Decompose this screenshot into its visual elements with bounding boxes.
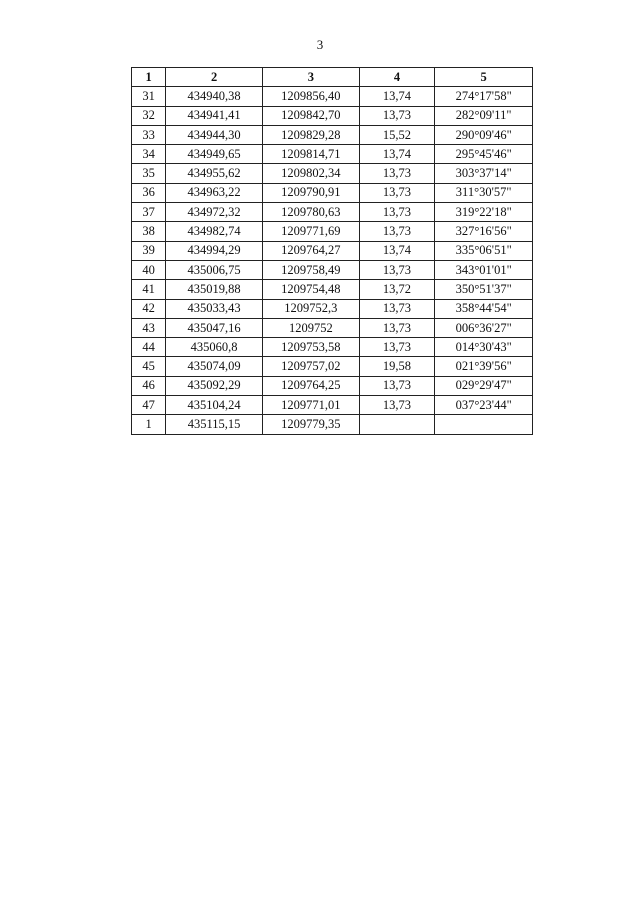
cell-length: 13,74 xyxy=(359,145,435,164)
cell-length: 15,52 xyxy=(359,125,435,144)
column-header-y: 3 xyxy=(262,68,359,87)
table-row xyxy=(132,183,533,202)
cell-bearing: 274°17'58" xyxy=(435,87,533,106)
cell-x: 435019,88 xyxy=(166,280,263,299)
cell-bearing: 014°30'43" xyxy=(435,338,533,357)
table-row xyxy=(132,376,533,395)
cell-bearing: 327°16'56" xyxy=(435,222,533,241)
cell-length: 13,73 xyxy=(359,376,435,395)
table-body xyxy=(132,87,533,434)
cell-length: 19,58 xyxy=(359,357,435,376)
cell-x: 435006,75 xyxy=(166,260,263,279)
table-row xyxy=(132,318,533,337)
cell-length: 13,73 xyxy=(359,164,435,183)
cell-y: 1209790,91 xyxy=(262,183,359,202)
cell-y: 1209829,28 xyxy=(262,125,359,144)
cell-length: 13,73 xyxy=(359,338,435,357)
table-row xyxy=(132,145,533,164)
table-row xyxy=(132,338,533,357)
cell-x: 434982,74 xyxy=(166,222,263,241)
cell-bearing: 350°51'37" xyxy=(435,280,533,299)
cell-point: 43 xyxy=(132,318,166,337)
cell-point: 47 xyxy=(132,396,166,415)
cell-point: 46 xyxy=(132,376,166,395)
cell-bearing: 282°09'11" xyxy=(435,106,533,125)
cell-bearing: 319°22'18" xyxy=(435,203,533,222)
cell-point: 1 xyxy=(132,415,166,434)
cell-length: 13,73 xyxy=(359,318,435,337)
cell-length: 13,73 xyxy=(359,183,435,202)
cell-x: 434955,62 xyxy=(166,164,263,183)
cell-point: 32 xyxy=(132,106,166,125)
cell-length: 13,73 xyxy=(359,106,435,125)
cell-length: 13,74 xyxy=(359,87,435,106)
cell-point: 36 xyxy=(132,183,166,202)
cell-length: 13,73 xyxy=(359,260,435,279)
cell-x: 434949,65 xyxy=(166,145,263,164)
cell-length: 13,74 xyxy=(359,241,435,260)
table-row xyxy=(132,87,533,106)
table-row xyxy=(132,125,533,144)
cell-y: 1209842,70 xyxy=(262,106,359,125)
cell-bearing xyxy=(435,415,533,434)
cell-length: 13,73 xyxy=(359,222,435,241)
cell-x: 435104,24 xyxy=(166,396,263,415)
column-header-bearing: 5 xyxy=(435,68,533,87)
column-header-length: 4 xyxy=(359,68,435,87)
table-row xyxy=(132,164,533,183)
cell-y: 1209814,71 xyxy=(262,145,359,164)
table-row xyxy=(132,203,533,222)
cell-y: 1209752 xyxy=(262,318,359,337)
cell-point: 35 xyxy=(132,164,166,183)
cell-bearing: 290°09'46" xyxy=(435,125,533,144)
cell-x: 434944,30 xyxy=(166,125,263,144)
cell-y: 1209757,02 xyxy=(262,357,359,376)
page-number: 3 xyxy=(316,37,324,52)
cell-bearing: 029°29'47" xyxy=(435,376,533,395)
cell-y: 1209758,49 xyxy=(262,260,359,279)
cell-bearing: 006°36'27" xyxy=(435,318,533,337)
table-row xyxy=(132,241,533,260)
cell-y: 1209856,40 xyxy=(262,87,359,106)
cell-point: 41 xyxy=(132,280,166,299)
table-row xyxy=(132,396,533,415)
cell-y: 1209802,34 xyxy=(262,164,359,183)
cell-bearing: 303°37'14" xyxy=(435,164,533,183)
cell-x: 435047,16 xyxy=(166,318,263,337)
cell-length: 13,73 xyxy=(359,203,435,222)
table-row xyxy=(132,222,533,241)
cell-length xyxy=(359,415,435,434)
cell-length: 13,72 xyxy=(359,280,435,299)
cell-y: 1209753,58 xyxy=(262,338,359,357)
cell-bearing: 021°39'56" xyxy=(435,357,533,376)
column-header-point: 1 xyxy=(132,68,166,87)
cell-y: 1209771,01 xyxy=(262,396,359,415)
cell-point: 42 xyxy=(132,299,166,318)
cell-bearing: 295°45'46" xyxy=(435,145,533,164)
cell-x: 435115,15 xyxy=(166,415,263,434)
cell-bearing: 358°44'54" xyxy=(435,299,533,318)
table-row xyxy=(132,357,533,376)
coordinates-table xyxy=(131,67,533,435)
table-header-row xyxy=(132,68,533,87)
column-header-x: 2 xyxy=(166,68,263,87)
cell-x: 434940,38 xyxy=(166,87,263,106)
cell-length: 13,73 xyxy=(359,396,435,415)
cell-x: 434963,22 xyxy=(166,183,263,202)
cell-point: 37 xyxy=(132,203,166,222)
cell-point: 40 xyxy=(132,260,166,279)
cell-y: 1209752,3 xyxy=(262,299,359,318)
cell-x: 435033,43 xyxy=(166,299,263,318)
cell-x: 435092,29 xyxy=(166,376,263,395)
table-row xyxy=(132,106,533,125)
cell-y: 1209764,27 xyxy=(262,241,359,260)
cell-x: 434972,32 xyxy=(166,203,263,222)
cell-point: 38 xyxy=(132,222,166,241)
cell-point: 45 xyxy=(132,357,166,376)
cell-x: 435060,8 xyxy=(166,338,263,357)
cell-x: 434941,41 xyxy=(166,106,263,125)
table-row xyxy=(132,415,533,434)
cell-point: 34 xyxy=(132,145,166,164)
cell-bearing: 343°01'01" xyxy=(435,260,533,279)
cell-x: 435074,09 xyxy=(166,357,263,376)
cell-y: 1209771,69 xyxy=(262,222,359,241)
cell-y: 1209779,35 xyxy=(262,415,359,434)
cell-x: 434994,29 xyxy=(166,241,263,260)
cell-point: 31 xyxy=(132,87,166,106)
cell-point: 33 xyxy=(132,125,166,144)
cell-y: 1209780,63 xyxy=(262,203,359,222)
cell-point: 39 xyxy=(132,241,166,260)
cell-length: 13,73 xyxy=(359,299,435,318)
table-row xyxy=(132,280,533,299)
cell-y: 1209764,25 xyxy=(262,376,359,395)
table-row xyxy=(132,260,533,279)
table-row xyxy=(132,299,533,318)
cell-point: 44 xyxy=(132,338,166,357)
cell-bearing: 037°23'44" xyxy=(435,396,533,415)
cell-bearing: 311°30'57" xyxy=(435,183,533,202)
cell-bearing: 335°06'51" xyxy=(435,241,533,260)
cell-y: 1209754,48 xyxy=(262,280,359,299)
